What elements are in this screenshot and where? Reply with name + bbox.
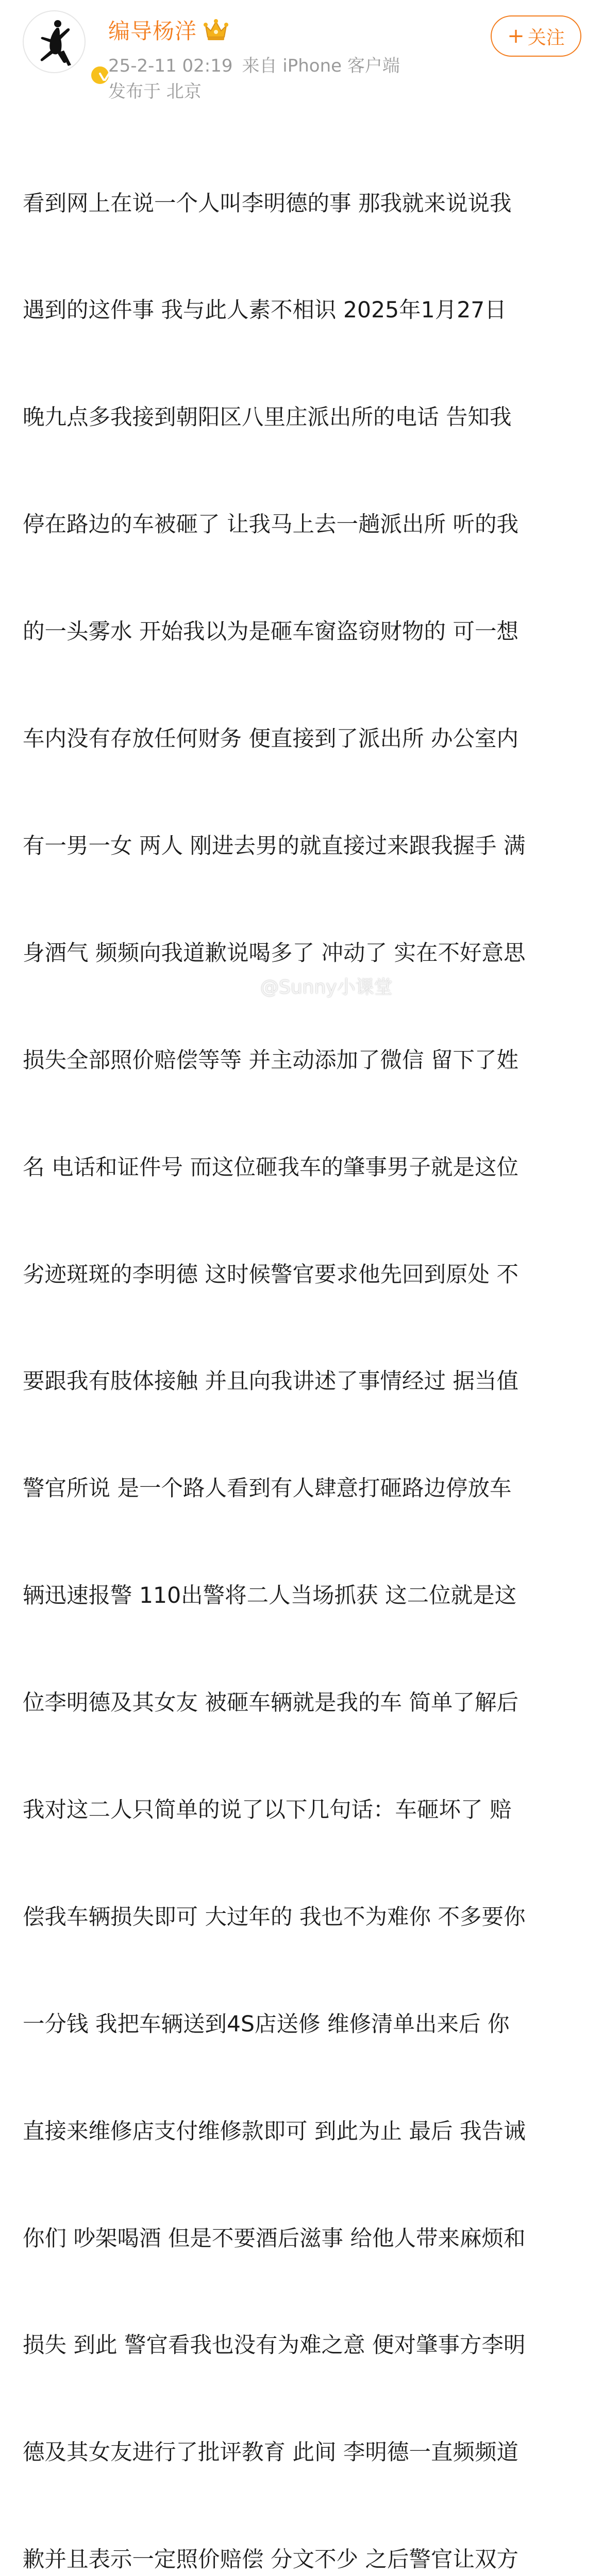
verified-v-icon <box>90 65 110 86</box>
content-line: 歉并且表示一定照价赔偿 分文不少 之后警官让双方 <box>23 2547 519 2573</box>
content-line: 你们 吵架喝酒 但是不要酒后滋事 给他人带来麻烦和 <box>23 2226 526 2251</box>
follow-button-label: 关注 <box>527 27 565 48</box>
content-line: 损失 到此 警官看我也没有为难之意 便对肇事方李明 <box>23 2333 526 2359</box>
content-line: 车内没有存放任何财务 便直接到了派出所 办公室内 <box>23 726 519 752</box>
username-row <box>108 14 229 45</box>
content-line: 有一男一女 两人 刚进去男的就直接过来跟我握手 满 <box>23 833 526 859</box>
follow-button[interactable] <box>491 15 581 57</box>
content-line: 遇到的这件事 我与此人素不相识 2025年1月27日 <box>23 298 507 324</box>
content-line: 的一头雾水 开始我以为是砸车窗盗窃财物的 可一想 <box>23 619 519 645</box>
content-line: 德及其女友进行了批评教育 此间 李明德一直频频道 <box>23 2440 519 2466</box>
post-location: 发布于 北京 <box>108 81 202 102</box>
content-line: 要跟我有肢体接触 并且向我讲述了事情经过 据当值 <box>23 1369 519 1395</box>
jumpman-logo-icon <box>31 16 78 68</box>
content-line: 身酒气 频频向我道歉说喝多了 冲动了 实在不好意思 <box>23 940 526 966</box>
content-line: 名 电话和证件号 而这位砸我车的肇事男子就是这位 <box>23 1155 519 1180</box>
content-line: 看到网上在说一个人叫李明德的事 那我就来说说我 <box>23 191 512 216</box>
plus-icon: + <box>507 24 525 48</box>
content-line: 一分钱 我把车辆送到4S店送修 维修清单出来后 你 <box>23 2011 510 2037</box>
content-line: 偿我车辆损失即可 大过年的 我也不为难你 不多要你 <box>23 1904 526 1930</box>
content-line: 直接来维修店支付维修款即可 到此为止 最后 我告诫 <box>23 2119 526 2144</box>
post-source: 来自 iPhone 客户端 <box>242 56 400 76</box>
content-line: 辆迅速报警 110出警将二人当场抓获 这二位就是这 <box>23 1583 517 1609</box>
content-line: 警官所说 是一个路人看到有人肆意打砸路边停放车 <box>23 1476 512 1502</box>
post-date: 25-2-11 02:19 <box>108 56 233 76</box>
content-line: 晚九点多我接到朝阳区八里庄派出所的电话 告知我 <box>23 405 512 431</box>
content-line: 停在路边的车被砸了 让我马上去一趟派出所 听的我 <box>23 512 519 538</box>
content-line: 我对这二人只简单的说了以下几句话：车砸坏了 赔 <box>23 1797 512 1823</box>
content-line: 损失全部照价赔偿等等 并主动添加了微信 留下了姓 <box>23 1047 519 1073</box>
post-header <box>0 0 603 102</box>
content-line: 劣迹斑斑的李明德 这时候警官要求他先回到原处 不 <box>23 1262 519 1287</box>
user-avatar[interactable] <box>23 10 86 73</box>
crown-vip-icon <box>203 19 229 41</box>
post-content <box>23 114 584 2576</box>
post-meta-line <box>108 52 400 77</box>
image-watermark: @Sunny小课堂 <box>260 977 393 998</box>
content-line: 位李明德及其女友 被砸车辆就是我的车 简单了解后 <box>23 1690 519 1716</box>
username[interactable]: 编导杨洋 <box>108 19 197 44</box>
